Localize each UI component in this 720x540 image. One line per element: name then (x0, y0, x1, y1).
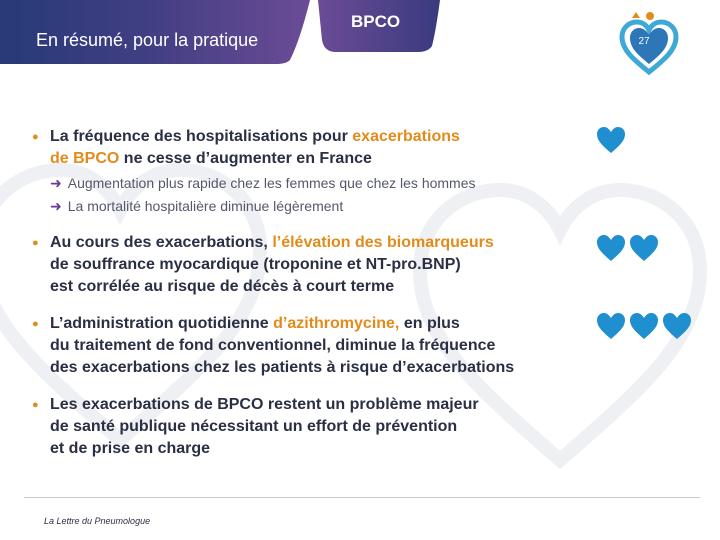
bullet-azithromycine (32, 313, 592, 379)
bullet-dot-icon: ● (32, 237, 39, 249)
bullet-text: Au cours des exacerbations, (50, 234, 273, 251)
bullet-dot-icon: ● (32, 318, 39, 330)
bullet-text: La fréquence des hospitalisations pour (50, 128, 353, 145)
bullet-text: ne cesse d’augmenter en France (119, 150, 372, 167)
bullet-text: du traitement de fond conventionnel, diminue la fréquence (50, 337, 496, 354)
subitem (50, 172, 476, 194)
heart-icon (596, 126, 626, 154)
journal-label: La Lettre du Pneumologue (44, 516, 151, 526)
bullet-text: L’administration quotidienne (50, 315, 274, 332)
bullet-text: et de prise en charge (50, 440, 211, 457)
bullet-hospitalisations (32, 126, 592, 170)
bullet-biomarqueurs (32, 232, 592, 298)
heart-icon (596, 234, 626, 262)
arrow-right-icon: ➜ (50, 175, 62, 191)
bullet-dot-icon: ● (32, 399, 39, 411)
bullet-sante-publique (32, 394, 592, 460)
bullet-highlight: exacerbations (352, 128, 460, 145)
bullet-text: de souffrance myocardique (troponine et NT-pro.BNP) (50, 256, 461, 273)
page-title: En résumé, pour la pratique (36, 30, 259, 50)
subitem-text: Augmentation plus rapide chez les femmes que chez les hommes (67, 175, 476, 191)
bullet-highlight: l’élévation des biomarqueurs (272, 234, 494, 251)
section-tab: BPCO (351, 12, 401, 31)
heart-icon (629, 234, 659, 262)
bullet-highlight: d’azithromycine, (273, 315, 400, 332)
bullet-text: des exacerbations chez les patients à risque d’exacerbations (50, 359, 515, 376)
bullet-dot-icon: ● (32, 131, 39, 143)
heart-icon (596, 312, 626, 340)
subitem-text: La mortalité hospitalière diminue légèrement (67, 198, 344, 214)
subitem (50, 195, 343, 217)
arrow-right-icon: ➜ (50, 198, 62, 214)
bullet-text: Les exacerbations de BPCO restent un problème majeur (50, 396, 479, 413)
footer-divider (24, 497, 700, 498)
bullet-text: en plus (399, 315, 460, 332)
bullet-text: de santé publique nécessitant un effort de prévention (50, 418, 458, 435)
heart-icon (662, 312, 692, 340)
heart-icon (629, 312, 659, 340)
header-bar (0, 0, 720, 80)
bullet-highlight: de BPCO (50, 150, 120, 167)
page-number: 27 (638, 36, 650, 47)
bullet-text: est corrélée au risque de décès à court terme (50, 278, 395, 295)
